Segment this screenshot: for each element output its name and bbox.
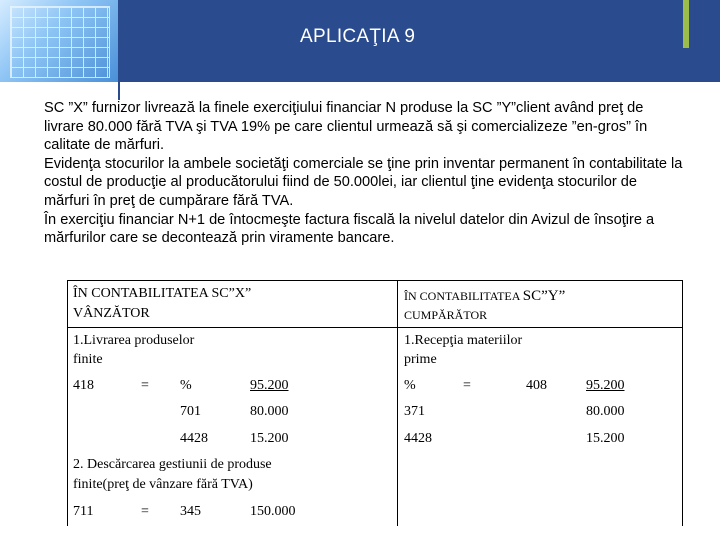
left-entry1-amount: 95.200	[250, 378, 289, 393]
paragraph-2: Evidenţa stocurilor la ambele societăţi comerciale se ţine prin inventar permanent în contabilitate la costul de producţie al producătorului fiind de 50.000lei, iar clientul ţine evidenţa stocurilor de mărfuri în preţ de cumpărare fără TVA.	[44, 155, 683, 209]
left-entry2-credit: 345	[180, 504, 201, 519]
right-sub2-amount: 15.200	[586, 431, 625, 446]
left-entry1-credit: %	[180, 378, 192, 393]
right-header-line1-prefix: ÎN CONTABILITATEA	[404, 289, 523, 303]
table-top-border	[67, 280, 683, 281]
left-header-line2: VÂNZĂTOR	[73, 306, 150, 321]
right-entry1-eq: =	[463, 378, 471, 393]
left-entry1-eq: =	[141, 378, 149, 393]
left-entry1-debit: 418	[73, 378, 94, 393]
right-header-line1	[404, 288, 565, 305]
left-entry2-eq: =	[141, 504, 149, 519]
left-op1-line1: 1.Livrarea produselor	[73, 333, 195, 348]
banner-divider	[118, 0, 120, 100]
accounting-table	[67, 280, 683, 526]
left-sub2-amount: 15.200	[250, 431, 289, 446]
left-sub2-account: 4428	[180, 431, 208, 446]
left-op2-line2: finite(preţ de vânzare fără TVA)	[73, 477, 253, 492]
left-op1-line2: finite	[73, 352, 103, 367]
right-sub1-amount: 80.000	[586, 404, 625, 419]
right-op1-line1: 1.Recepţia materiilor	[404, 333, 523, 348]
right-op1-line2: prime	[404, 352, 437, 367]
slide-title: APLICAŢIA 9	[300, 26, 416, 47]
right-header-line2: CUMPĂRĂTOR	[404, 308, 488, 322]
paragraph-3: În exerciţiu financiar N+1 de întocmeşte factura fiscală la nivelul datelor din Avizul de însoţire a mărfurilor care se decontează prin viramente bancare.	[44, 211, 655, 247]
left-header-line1: ÎN CONTABILITATEA SC”X”	[73, 286, 252, 301]
right-entry1-debit: %	[404, 378, 416, 393]
header-separator	[67, 327, 683, 328]
left-sub1-account: 701	[180, 404, 201, 419]
table-left-border	[67, 280, 68, 526]
left-op2-line1: 2. Descărcarea gestiunii de produse	[73, 457, 272, 472]
right-entry1-amount: 95.200	[586, 378, 625, 393]
table-middle-border	[397, 280, 398, 526]
right-header-line1-company: SC”Y”	[522, 288, 566, 304]
right-sub2-account: 4428	[404, 431, 432, 446]
paragraph-1: SC ”X” furnizor livrează la finele exerciţiului financiar N produse la SC ”Y”client având preţ de livrare 80.000 fără TVA şi TVA 19% pe care clientul urmează să şi comercializeze ”en-gros” în calitate de mărfuri.	[44, 100, 648, 154]
accent-bar	[683, 0, 689, 48]
left-entry2-debit: 711	[73, 504, 94, 519]
problem-statement	[44, 99, 684, 248]
left-entry2-amount: 150.000	[250, 504, 296, 519]
right-entry1-credit: 408	[526, 378, 547, 393]
table-right-border	[682, 280, 683, 526]
decorative-image	[0, 0, 118, 82]
right-sub1-account: 371	[404, 404, 425, 419]
left-sub1-amount: 80.000	[250, 404, 289, 419]
